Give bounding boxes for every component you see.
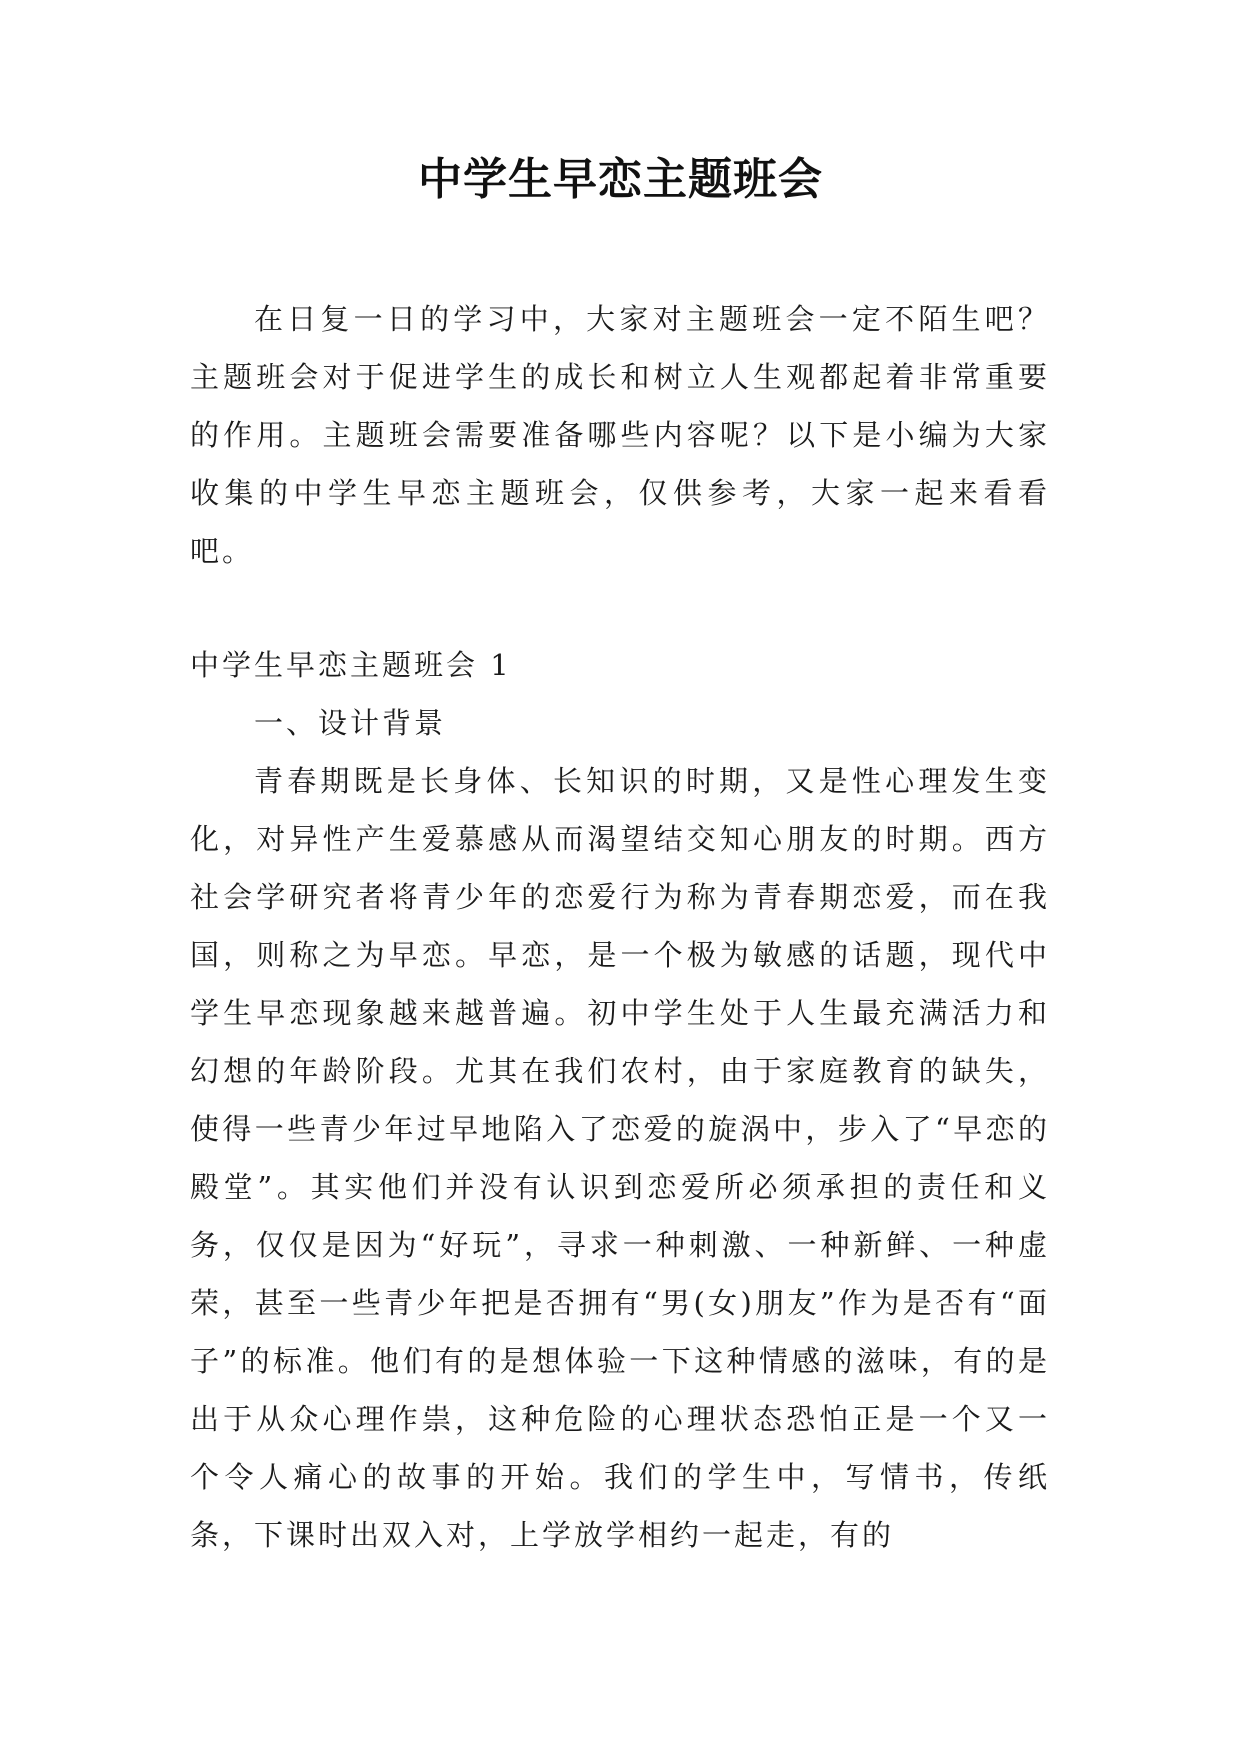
section-heading: 中学生早恋主题班会 1 <box>190 648 512 682</box>
intro-paragraph: 在日复一日的学习中，大家对主题班会一定不陌生吧？主题班会对于促进学生的成长和树立人生观都起着非常重要的作用。主题班会需要准备哪些内容呢？以下是小编为大家收集的中学生早恋主题班会，仅供参考，大家一起来看看吧。 <box>190 302 1050 568</box>
sub-heading: 一、设计背景 <box>254 706 447 740</box>
document-title: 中学生早恋主题班会 <box>418 154 823 205</box>
body-paragraph: 青春期既是长身体、长知识的时期，又是性心理发生变化，对异性产生爱慕感从而渴望结交知心朋友的时期。西方社会学研究者将青少年的恋爱行为称为青春期恋爱，而在我国，则称之为早恋。早恋，是一个极为敏感的话题，现代中学生早恋现象越来越普遍。初中学生处于人生最充满活力和幻想的年龄阶段。尤其在我们农村，由于家庭教育的缺失，使得一些青少年过早地陷入了恋爱的旋涡中，步入了“早恋的殿堂”。其实他们并没有认识到恋爱所必须承担的责任和义务，仅仅是因为“好玩”，寻求一种刺激、一种新鲜、一种虚荣，甚至一些青少年把是否拥有“男(女)朋友”作为是否有“面子”的标准。他们有的是想体验一下这种情感的滋味，有的是出于从众心理作祟，这种危险的心理状态恐怕正是一个又一个令人痛心的故事的开始。我们的学生中，写情书，传纸条，下课时出双入对，上学放学相约一起走，有的 <box>190 764 1050 1552</box>
